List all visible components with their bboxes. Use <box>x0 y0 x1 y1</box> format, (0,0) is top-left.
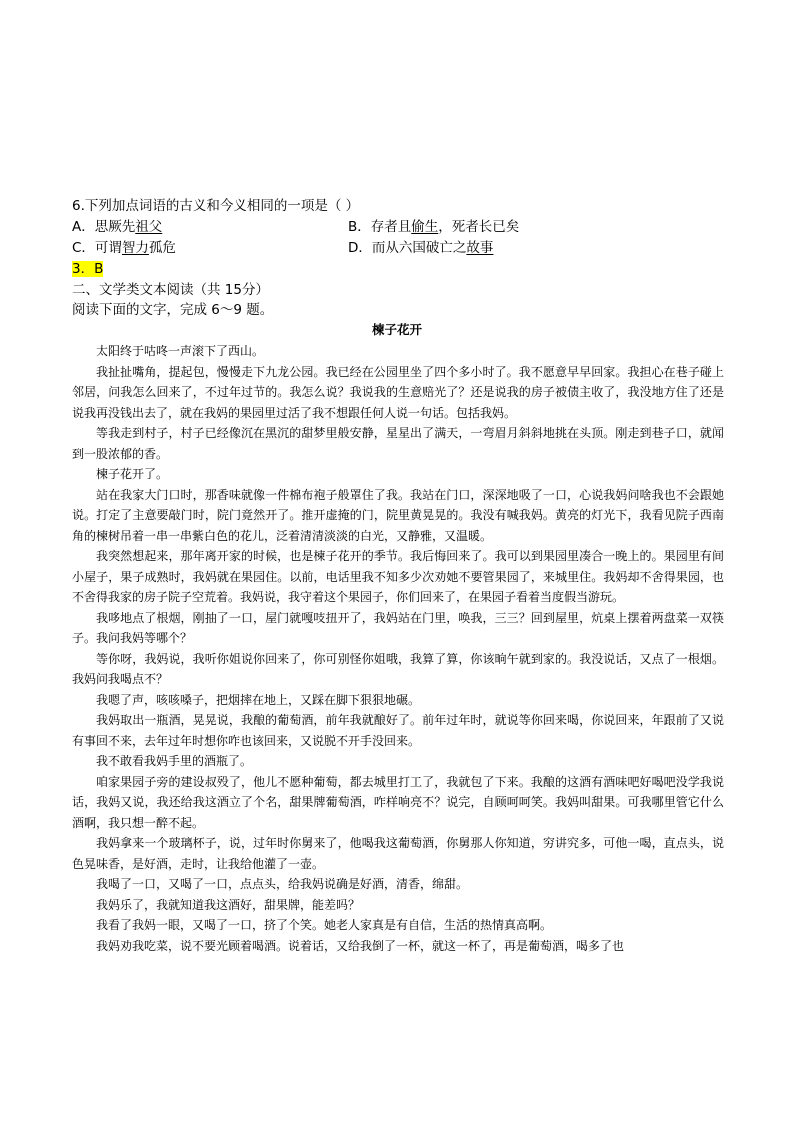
option-b <box>348 217 519 237</box>
story-paragraph: 我妈乐了，我就知道我这酒好，甜果牌，能差吗？ <box>96 897 361 912</box>
story-paragraph: 我妈取出一瓶酒，晃晃说，我酿的葡萄酒，前年我就酿好了。前年过年时，就说等你回来喝，你说回来，年跟前了又说有事回不来，去年过年时想你咋也该回来，又说脱不开手没回来。 <box>72 713 724 748</box>
option-d-term: 故事 <box>466 240 494 256</box>
option-a-term: 祖父 <box>135 219 163 235</box>
option-b-suffix: ，死者长已矣 <box>438 219 520 235</box>
story-paragraph: 我扯扯嘴角，提起包，慢慢走下九龙公园。我已经在公园里坐了四个多小时了。我不愿意早早回家。我担心在巷子碰上邻居，问我怎么回来了，不过年过节的。我怎么说？我说我的生意赔光了？还是说我的房子被债主收了，我没地方住了还是说我再没钱出去了，就在我妈的果园里过活了我不想跟任何人说一句话。包括我妈。 <box>72 364 724 420</box>
question-stem: 6.下列加点词语的古义和今义相同的一项是（ ） <box>72 198 360 214</box>
answer-line <box>72 259 103 279</box>
story-paragraph: 我嗯了声，咳咳嗓子，把烟摔在地上，又踩在脚下狠狠地碾。 <box>96 692 421 707</box>
story-paragraph: 等我走到村子，村子已经像沉在黑沉的甜梦里般安静，星星出了满天，一弯眉月斜斜地挑在头顶。刚走到巷子口，就闻到一股浓郁的香。 <box>72 426 724 461</box>
option-a <box>72 217 162 237</box>
story-paragraph: 我看了我妈一眼，又喝了一口，挤了个笑。她老人家真是有自信，生活的热情真高啊。 <box>96 918 553 932</box>
story-paragraph: 咱家果园子旁的建设叔殁了，他儿不愿种葡萄，都去城里打工了，我就包了下来。我酿的这酒有酒味吧好喝吧没学我说话，我妈又说，我还给我这酒立了个名，甜果牌葡萄酒，咋样响亮不？说完，自顾呵呵笑。我妈叫甜果。可我哪里管它什么酒啊，我只想一醉不起。 <box>72 774 724 830</box>
option-c-prefix: C．可谓 <box>72 240 122 256</box>
story-paragraph: 太阳终于咕咚一声滚下了西山。 <box>96 344 265 358</box>
option-c <box>72 238 176 258</box>
story-title: 楝子花开 <box>371 322 422 337</box>
answer-highlight: 3．B <box>72 261 104 277</box>
section-heading: 二、文学类文本阅读（共 15分） <box>72 282 269 298</box>
story-paragraph: 我妈劝我吃菜，说不要光顾着喝酒。说着话，又给我倒了一杯，就这一杯了，再是葡萄酒，喝多了也 <box>96 938 625 953</box>
option-d <box>348 238 493 258</box>
story-paragraph: 我突然想起来，那年离开家的时候，也是楝子花开的季节。我后悔回来了。我可以到果园里凑合一晚上的。果园里有间小屋子，果子成熟时，我妈就在果园住。以前，电话里我不知多少次劝她不要管果园了，来城里住。我妈却不舍得果园，也不舍得我家的房子院子空荒着。我妈说，我守着这个果园子，你们回来了，在果园子看着当度假当游玩。 <box>72 549 724 604</box>
option-a-prefix: A．思厥先 <box>72 219 136 235</box>
option-c-term: 智力 <box>121 240 149 256</box>
option-d-prefix: D．而从六国破亡之 <box>348 240 467 256</box>
option-b-term: 偷生 <box>411 219 439 235</box>
story-paragraph: 我喝了一口，又喝了一口，点点头，给我妈说确是好酒，清香，绵甜。 <box>96 877 469 891</box>
story-body <box>72 341 724 956</box>
story-paragraph: 楝子花开了。 <box>96 467 169 481</box>
story-paragraph: 站在我家大门口时，那香味就像一件棉布袍子般罩住了我。我站在门口，深深地吸了一口，心说我妈问啥我也不会跟她说。打定了主意要敲门时，院门竟然开了。推开虚掩的门，院里黄晃晃的。我没有喊我妈。黄亮的灯光下，我看见院子西南角的楝树吊着一串一串紫白色的花儿，泛着清清淡淡的白光，又静雅，又温暖。 <box>72 487 724 543</box>
story-paragraph: 我哆地点了根烟，刚抽了一口，屋门就嘎吱扭开了，我妈站在门里，唤我，三三？回到屋里，炕桌上摆着两盘菜一双筷子。我问我妈等哪个？ <box>72 610 724 645</box>
option-c-suffix: 孤危 <box>148 240 176 256</box>
section-instruction: 阅读下面的文字，完成 6～9 题。 <box>72 302 274 318</box>
story-paragraph: 等你呀，我妈说，我听你姐说你回来了，你可别怪你姐哦，我算了算，你该晌午就到家的。我没说话，又点了一根烟。我妈问我喝点不？ <box>72 651 724 686</box>
story-paragraph: 我不敢看我妈手里的酒瓶了。 <box>96 754 253 768</box>
option-b-prefix: B．存者且 <box>348 219 412 235</box>
story-paragraph: 我妈拿来一个玻璃杯子，说，过年时你舅来了，他喝我这葡萄酒，你舅那人你知道，穷讲究多，可他一喝，直点头，说色晃味香，是好酒，走时，让我给他灌了一壶。 <box>72 836 724 871</box>
